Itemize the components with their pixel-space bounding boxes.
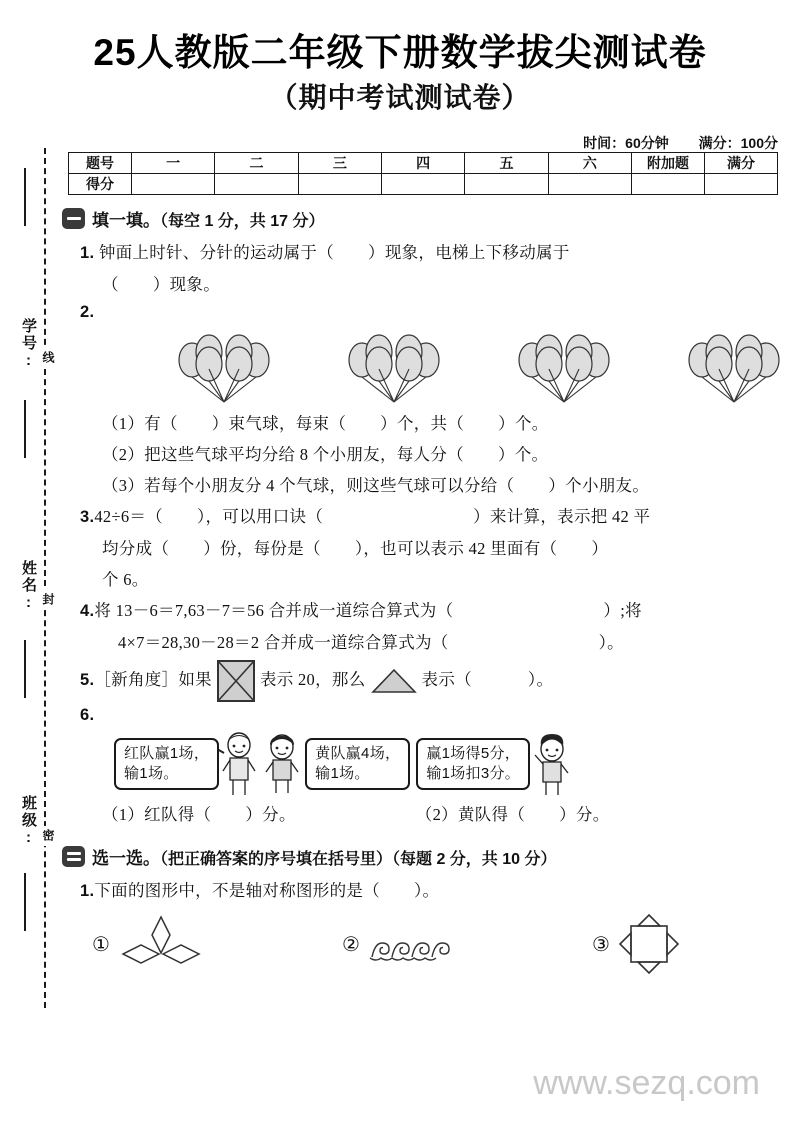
question-1-line2b: ）现象。 (152, 275, 221, 294)
seal-char-secret: 密 (40, 826, 57, 846)
triangle-icon (370, 667, 418, 695)
q3-line2c: ），也可以表示 42 里面有（ (354, 539, 558, 558)
option-1[interactable] (92, 913, 342, 975)
square-with-x-icon (216, 659, 256, 703)
question-2 (80, 300, 782, 501)
col-header-bonus: 附加题 (632, 153, 705, 174)
bubble2-line1: 黄队赢4场， (315, 745, 401, 763)
seal-margin (0, 0, 62, 1131)
q4-line2b: ）。 (598, 633, 624, 652)
balloon-bunch-icon (346, 330, 442, 404)
col-header-total: 满分 (705, 153, 778, 174)
bubble3-line1: 赢1场得5分， (426, 745, 521, 763)
q6-sub1-a: （1）红队得（ (102, 805, 212, 825)
balloon-bunch-icon (516, 330, 612, 404)
q4-line1a: 将 13－6＝7,63－7＝56 合并成一道综合算式为（ (94, 601, 454, 620)
q5-tail: 表示（ (421, 670, 472, 689)
q6-sub1-b: ）分。 (245, 805, 296, 825)
question-2-sub3 (102, 470, 782, 501)
watermark: www.sezq.com (533, 1064, 760, 1102)
q3-line1a: 42÷6＝（ (94, 507, 163, 526)
q5-tail2: ）。 (527, 670, 554, 689)
section-one-marker-icon (62, 208, 85, 229)
score-table (68, 152, 778, 195)
page-title: 25人教版二年级下册数学拔尖测试卷 (93, 32, 707, 73)
q2-sub2-a: （2）把这些气球平均分给 8 个小朋友，每人分（ (102, 445, 464, 464)
col-header-6: 六 (548, 153, 631, 174)
total-score: 满分：100分 (698, 135, 778, 151)
question-1-number: 1. (80, 244, 95, 262)
score-cell-5[interactable] (465, 174, 548, 195)
exam-meta (557, 133, 778, 153)
option-3[interactable] (592, 913, 680, 975)
seal-char-seal: 封 (40, 590, 57, 610)
class-rule (24, 873, 26, 931)
question-6 (80, 703, 782, 830)
option-3-marker: ③ (592, 933, 610, 956)
question-5-number: 5. (80, 671, 95, 689)
q3-line2d: ） (591, 539, 609, 558)
q2-sub2-b: ）个。 (497, 445, 549, 464)
score-cell-total[interactable] (705, 174, 778, 195)
question-1-line1b: ）现象，电梯上下移动属于 (368, 243, 570, 262)
balloon-bunch-icon (686, 330, 782, 404)
question-2-sub2 (102, 439, 782, 470)
section-one-title: 填一填。（每空 1 分，共 17 分） (92, 211, 325, 230)
question-6-subparts (102, 799, 782, 830)
balloon-bunch-row (176, 330, 782, 404)
question-4 (80, 595, 782, 658)
q3-line3: 个 6。 (102, 570, 149, 589)
question-1-line2a: （ (102, 275, 119, 294)
square-with-diamonds-icon (618, 913, 680, 975)
section2-q1-text-b: ）。 (413, 881, 440, 901)
student-name-rule (24, 640, 26, 698)
question-2-number: 2. (80, 303, 95, 321)
balloon-bunch-icon (176, 330, 272, 404)
score-cell-1[interactable] (132, 174, 215, 195)
seal-char-line: 线 (40, 348, 57, 368)
score-cell-4[interactable] (381, 174, 464, 195)
score-cell-bonus[interactable] (632, 174, 705, 195)
spacer (296, 799, 416, 830)
q2-sub1-d: ）个。 (498, 414, 549, 433)
q2-sub3-b: ）个小朋友。 (548, 476, 650, 495)
student-id-rule-2 (24, 400, 26, 458)
q4-line2a: 4×7＝28,30－28＝2 合并成一道综合算式为（ (118, 633, 449, 652)
speech-bubble-rules (416, 738, 530, 790)
q4-line1b: ）;将 (603, 601, 642, 620)
question-4-number: 4. (80, 602, 95, 620)
q3-line2a: 均分成（ (102, 539, 170, 558)
question-1-line1a: 钟面上时针、分针的运动属于（ (98, 243, 335, 262)
four-spirals-icon (368, 927, 454, 961)
q2-sub1-a: （1）有（ (102, 414, 178, 433)
q5-mid: 表示 20，那么 (259, 670, 366, 689)
girl-character-icon (259, 733, 305, 795)
col-header-4: 四 (381, 153, 464, 174)
question-3 (80, 501, 782, 595)
time-limit: 时间：60分钟 (583, 135, 669, 151)
student-name-label: 姓名: (20, 560, 37, 613)
class-label: 班级: (20, 795, 37, 848)
seal-dashed-line (44, 148, 46, 1008)
q5-tag: ［新角度］如果 (94, 670, 212, 689)
question-6-scene (114, 731, 782, 797)
q6-sub2-a: （2）黄队得（ (415, 805, 526, 825)
question-1 (80, 237, 782, 300)
student-id-rule (24, 168, 26, 226)
q3-line2b: ）份，每份是（ (203, 539, 321, 558)
q2-sub1-c: ）个，共（ (380, 414, 465, 433)
option-2[interactable] (342, 927, 592, 961)
question-6-number: 6. (80, 706, 95, 725)
col-header-2: 二 (215, 153, 298, 174)
score-cell-6[interactable] (548, 174, 631, 195)
section-two-marker-icon (62, 846, 85, 867)
question-3-number: 3. (80, 508, 95, 526)
q6-sub2 (416, 799, 610, 830)
score-cell-2[interactable] (215, 174, 298, 195)
row-label-question: 题号 (69, 153, 132, 174)
section2-q1-number: 1. (80, 882, 95, 901)
option-1-marker: ① (92, 933, 110, 956)
page-subtitle: （期中考试测试卷） (269, 82, 531, 113)
section-header-2 (62, 844, 782, 869)
teacher-character-icon (532, 731, 572, 797)
boy-character-icon (219, 731, 259, 797)
section-two-title: 选一选。（把正确答案的序号填在括号里）（每题 2 分，共 10 分） (92, 849, 557, 869)
q6-sub1 (102, 799, 296, 830)
speech-bubble-yellow-team (305, 738, 410, 790)
table-row-header (69, 153, 778, 174)
bubble1-line2: 输1场。 (124, 765, 179, 783)
section2-q1-text-a: 下面的图形中，不是轴对称图形的是（ (94, 881, 380, 901)
bubble2-line2: 输1场。 (315, 765, 370, 783)
speech-bubble-red-team (114, 738, 219, 790)
col-header-1: 一 (132, 153, 215, 174)
q3-line1b: ），可以用口诀（ (196, 507, 324, 526)
bubble3-line2: 输1场扣3分。 (426, 765, 521, 783)
exam-body (62, 198, 782, 975)
question-5 (80, 658, 782, 703)
section-header-1 (62, 206, 782, 231)
question-2-sub1 (102, 408, 782, 439)
section2-question-1 (80, 875, 782, 907)
col-header-5: 五 (465, 153, 548, 174)
three-rhombus-icon (118, 913, 204, 975)
q3-line1c: ）来计算，表示把 42 平 (473, 507, 651, 526)
q2-sub3-a: （3）若每个小朋友分 4 个气球，则这些气球可以分给（ (102, 476, 515, 495)
score-cell-3[interactable] (298, 174, 381, 195)
q2-sub1-b: ）束气球，每束（ (211, 414, 347, 433)
q6-sub2-b: ）分。 (559, 805, 610, 825)
col-header-3: 三 (298, 153, 381, 174)
section2-q1-options (92, 913, 782, 975)
student-id-label: 学号: (20, 318, 37, 371)
row-label-score: 得分 (69, 174, 132, 195)
option-2-marker: ② (342, 933, 360, 956)
table-row-score (69, 174, 778, 195)
bubble1-line1: 红队赢1场， (124, 745, 210, 763)
